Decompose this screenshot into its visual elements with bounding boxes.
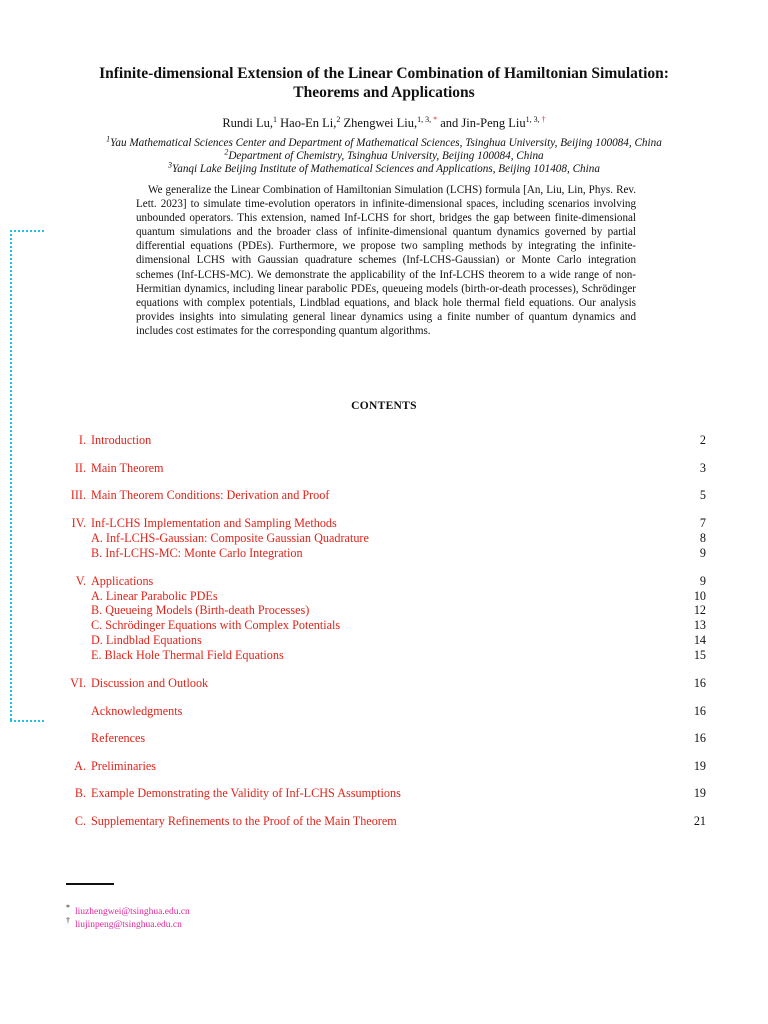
toc-entry[interactable]: [0, 433, 768, 448]
email-link[interactable]: liuzhengwei@tsinghua.edu.cn: [75, 907, 190, 917]
paper-title: [40, 64, 728, 102]
author: Zhengwei Liu,$^{1, 3, *}$: [343, 114, 438, 130]
toc-entry-number[interactable]: A.: [74, 759, 86, 773]
toc-entry-page: 8: [699, 531, 706, 545]
abstract: We generalize the Linear Combination of Hamiltonian Simulation (LCHS) formula [An, Liu, Lin, Phys. Rev. Lett. 2023] to simulate time-evolution operators in infinite-dimensional spaces, including scenarios involving unbounded operators. This extension, named Inf-LCHS for short, bridges the gap between finite-dimensional quantum simulations and the broader class of infinite-dimensional quantum dynamics governed by partial differential equations (PDEs). Furthermore, we propose two sampling methods by integrating the infinite-dimensional LCHS with Gaussian quadrature schemes (Inf-LCHS-Gaussian) or Monte Carlo integration schemes (Inf-LCHS-MC). We demonstrate the applicability of the Inf-LCHS theorem to a wide range of non-Hermitian dynamics, including linear parabolic PDEs, queueing models (birth-or-death processes), Schrödinger equations with complex potentials, Lindblad equations, and black hole thermal field equations. Our analysis provides insights into simulating general linear dynamics using a finite number of quantum dynamics and includes cost estimates for the corresponding quantum algorithms.: [136, 184, 636, 337]
toc-entry-number[interactable]: VI.: [70, 676, 86, 690]
toc-entry-page: 9: [699, 574, 706, 588]
title-line-1: Infinite-dimensional Extension of the Linear Combination of Hamiltonian Simulation:: [99, 65, 669, 82]
toc-entry-page: 16: [693, 676, 706, 690]
toc-entry-link[interactable]: A. Linear Parabolic PDEs: [91, 589, 218, 603]
affiliation: $^2$Department of Chemistry, Tsinghua University, Beijing 100084, China: [224, 147, 544, 162]
toc-entry-number[interactable]: II.: [74, 461, 86, 475]
toc-entry-link[interactable]: A. Inf-LCHS-Gaussian: Composite Gaussian Quadrature: [91, 531, 369, 545]
toc-entry-page: 9: [699, 546, 706, 560]
toc-entry-page: 13: [693, 618, 706, 632]
toc-entry-link[interactable]: Example Demonstrating the Validity of Inf-LCHS Assumptions: [91, 786, 401, 800]
toc-entry-link[interactable]: Inf-LCHS Implementation and Sampling Methods: [91, 516, 337, 530]
author-list: [40, 116, 728, 131]
toc-entry[interactable]: [0, 589, 768, 604]
footnote-rule: [66, 883, 114, 885]
toc-entry-number[interactable]: B.: [74, 786, 86, 800]
toc-entry-number[interactable]: I.: [78, 433, 86, 447]
toc-entry-link[interactable]: Discussion and Outlook: [91, 676, 209, 690]
toc-entry[interactable]: [0, 633, 768, 648]
toc-entry[interactable]: [0, 603, 768, 618]
toc-entry-page: 5: [699, 488, 706, 502]
toc-entry[interactable]: [0, 461, 768, 476]
toc-entry[interactable]: [0, 814, 768, 829]
toc-entry-link[interactable]: Main Theorem: [91, 461, 164, 475]
footnote: * liuzhengwei@tsinghua.edu.cn: [66, 902, 190, 917]
author: Rundi Lu,$^1$: [222, 114, 278, 130]
toc-entry[interactable]: [0, 488, 768, 503]
toc-entry-page: 21: [693, 814, 706, 828]
toc-entry-page: 10: [693, 589, 706, 603]
toc-entry-page: 14: [693, 633, 706, 647]
toc-entry[interactable]: [0, 648, 768, 663]
footnote-link[interactable]: *: [433, 114, 438, 124]
toc-entry-link[interactable]: B. Queueing Models (Birth-death Processes): [91, 603, 310, 617]
email-link[interactable]: liujinpeng@tsinghua.edu.cn: [75, 920, 182, 930]
toc-entry[interactable]: [0, 531, 768, 546]
toc-entry[interactable]: [0, 574, 768, 589]
toc-entry[interactable]: [0, 516, 768, 531]
footnote-link[interactable]: †: [541, 114, 546, 124]
toc-entry[interactable]: [0, 759, 768, 774]
toc-entry-link[interactable]: Acknowledgments: [91, 704, 183, 718]
toc-entry-page: 2: [699, 433, 706, 447]
toc-entry[interactable]: [0, 731, 768, 746]
toc-entry-link[interactable]: Preliminaries: [91, 759, 156, 773]
title-line-2: Theorems and Applications: [293, 84, 475, 101]
toc-entry[interactable]: [0, 546, 768, 561]
author: and Jin-Peng Liu$^{1, 3, \dagger}$: [440, 114, 546, 130]
toc-entry-link[interactable]: E. Black Hole Thermal Field Equations: [91, 648, 284, 662]
toc-entry-number[interactable]: III.: [70, 488, 86, 502]
toc-entry-page: 15: [693, 648, 706, 662]
toc-entry-link[interactable]: Supplementary Refinements to the Proof of the Main Theorem: [91, 814, 397, 828]
toc-entry[interactable]: [0, 704, 768, 719]
toc-entry-page: 16: [693, 731, 706, 745]
toc-entry[interactable]: [0, 618, 768, 633]
toc-entry-link[interactable]: Introduction: [91, 433, 152, 447]
toc-entry-page: 12: [693, 603, 706, 617]
toc-entry-link[interactable]: C. Schrödinger Equations with Complex Potentials: [91, 618, 341, 632]
toc-entry-page: 3: [699, 461, 706, 475]
toc-entry-page: 16: [693, 704, 706, 718]
contents-heading: CONTENTS: [351, 400, 417, 412]
toc-entry-page: 7: [699, 516, 706, 530]
footnote: † liujinpeng@tsinghua.edu.cn: [66, 915, 182, 930]
author: Hao-En Li,$^2$: [280, 114, 341, 130]
affiliation: $^3$Yanqi Lake Beijing Institute of Mathematical Sciences and Applications, Beijing 101408, China: [168, 160, 600, 175]
toc-entry-number[interactable]: IV.: [71, 516, 86, 530]
toc-entry-number[interactable]: C.: [74, 814, 86, 828]
toc-entry-link[interactable]: Applications: [91, 574, 154, 588]
toc-entry-link[interactable]: B. Inf-LCHS-MC: Monte Carlo Integration: [91, 546, 303, 560]
toc-entry[interactable]: [0, 786, 768, 801]
toc-entry-page: 19: [693, 759, 706, 773]
toc-entry-link[interactable]: D. Lindblad Equations: [91, 633, 202, 647]
toc-entry-page: 19: [693, 786, 706, 800]
affiliation: $^1$Yau Mathematical Sciences Center and Department of Mathematical Sciences, Tsinghua University, Beijing 100084, China: [106, 134, 662, 149]
toc-entry-link[interactable]: References: [91, 731, 146, 745]
toc-entry-number[interactable]: V.: [75, 574, 86, 588]
toc-entry[interactable]: [0, 676, 768, 691]
toc-entry-link[interactable]: Main Theorem Conditions: Derivation and Proof: [91, 488, 330, 502]
